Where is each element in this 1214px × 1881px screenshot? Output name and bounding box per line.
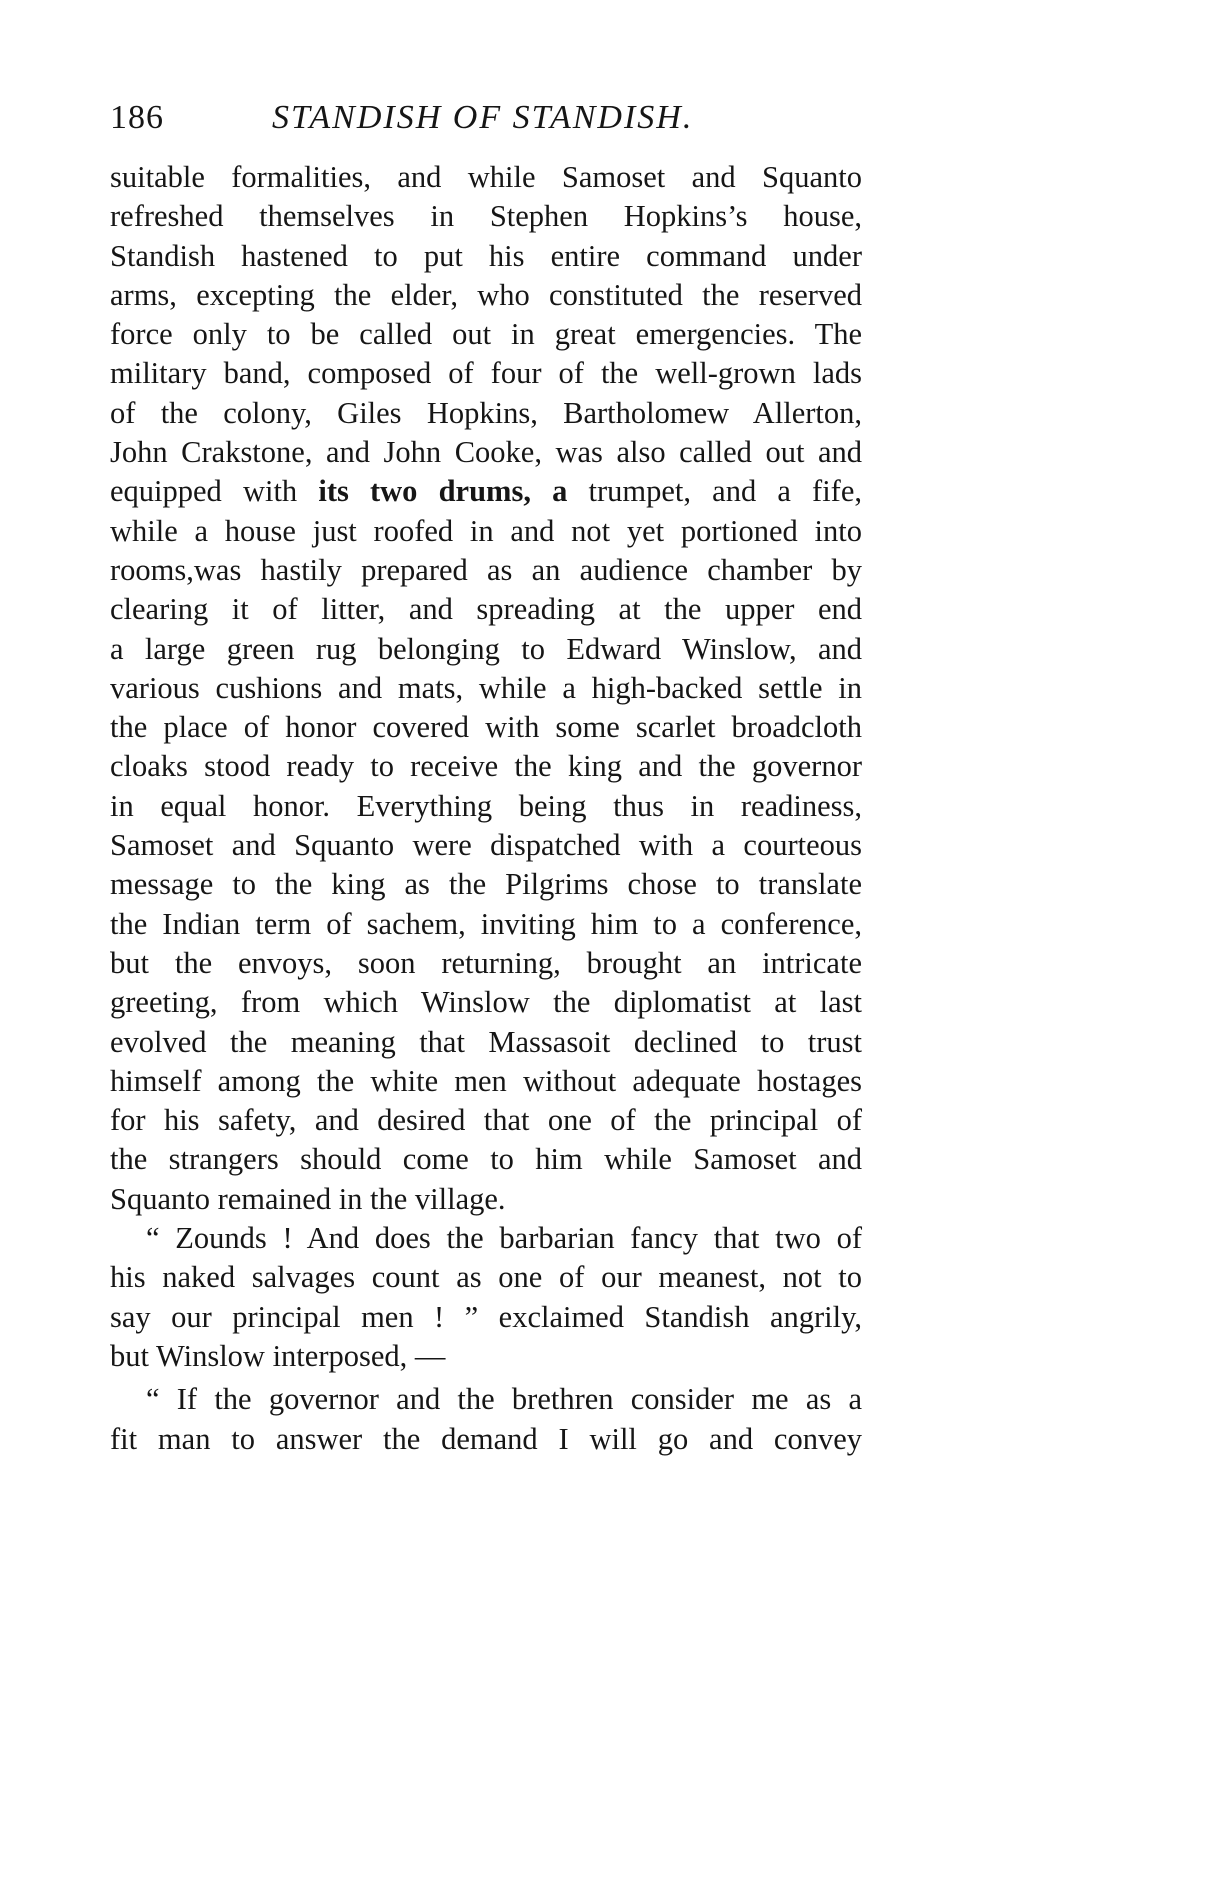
text-line: for his safety, and desired that one of the principal of [110, 1103, 862, 1138]
text-line: of the colony, Giles Hopkins, Bartholomew Allerton, [110, 395, 862, 430]
text-line: Standish hastened to put his entire command under [110, 238, 862, 273]
text-line: while a house just roofed in and not yet portioned into [110, 513, 862, 548]
text-line: a large green rug belonging to Edward Winslow, and [110, 631, 862, 666]
text-line: Squanto remained in the village. [110, 1181, 506, 1216]
text-line: the strangers should come to him while Samoset and [110, 1142, 862, 1177]
text-line: refreshed themselves in Stephen Hopkins’s house, [110, 199, 862, 234]
text-line: but Winslow interposed, — [110, 1338, 446, 1373]
text-line: the place of honor covered with some scarlet broadcloth [110, 710, 862, 745]
text-line: in equal honor. Everything being thus in readiness, [110, 788, 862, 823]
text-line: suitable formalities, and while Samoset and Squanto [110, 160, 862, 194]
text-line: military band, composed of four of the well-grown lads [110, 356, 862, 391]
running-title: STANDISH OF STANDISH. [272, 99, 694, 136]
text-line: force only to be called out in great emergencies. The [110, 317, 862, 352]
text-line: message to the king as the Pilgrims chose to translate [110, 867, 862, 902]
text-line: the Indian term of sachem, inviting him to a conference, [110, 906, 862, 941]
paragraph-3 [110, 1380, 862, 1459]
text-line: say our principal men ! ” exclaimed Standish angrily, [110, 1299, 862, 1334]
text-line: various cushions and mats, while a high-backed settle in [110, 670, 862, 705]
text-line: clearing it of litter, and spreading at the upper end [110, 592, 862, 627]
text-segment: equipped with [110, 474, 319, 509]
text-segment: trumpet, and a fife, [567, 474, 862, 509]
paragraph-2 [110, 1219, 862, 1376]
text-line: himself among the white men without adequate hostages [110, 1063, 862, 1098]
text-line: evolved the meaning that Massasoit declined to trust [110, 1024, 862, 1059]
text-line: “ If the governor and the brethren consider me as a [146, 1382, 862, 1417]
page-number: 186 [110, 99, 164, 136]
text-line: his naked salvages count as one of our meanest, not to [110, 1260, 862, 1295]
text-line [110, 472, 862, 511]
paragraph-1 [110, 158, 862, 1219]
text-line: rooms,was hastily prepared as an audience chamber by [110, 552, 862, 587]
text-line: fit man to answer the demand I will go and convey [110, 1421, 862, 1456]
text-line: Samoset and Squanto were dispatched with a courteous [110, 828, 862, 863]
text-line: arms, excepting the elder, who constituted the reserved [110, 277, 862, 312]
text-line: “ Zounds ! And does the barbarian fancy that two of [146, 1221, 862, 1256]
text-line: cloaks stood ready to receive the king and the governor [110, 749, 862, 784]
text-line: but the envoys, soon returning, brought an intricate [110, 945, 862, 980]
body-text [110, 158, 862, 1459]
text-line: greeting, from which Winslow the diplomatist at last [110, 985, 862, 1020]
text-line: John Crakstone, and John Cooke, was also called out and [110, 435, 862, 470]
running-head [110, 96, 850, 140]
bold-text-segment: its two drums, a [318, 474, 568, 509]
